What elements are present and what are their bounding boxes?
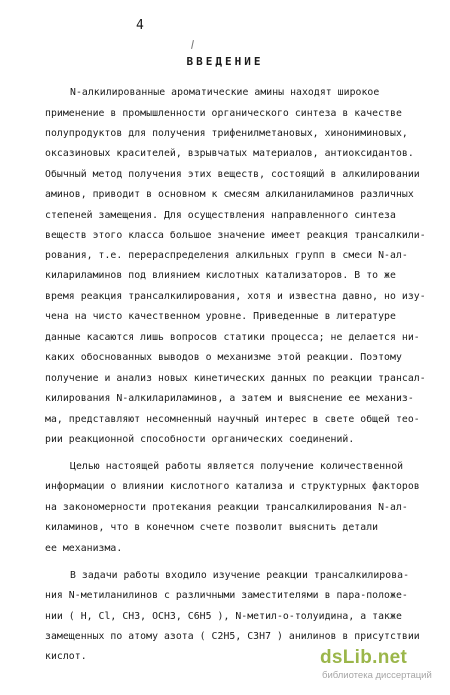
text-line: кислот. bbox=[45, 651, 87, 662]
text-line: веществ этого класса большое значение имеет реакция трансалкили- bbox=[45, 230, 426, 241]
text-line: рии реакционной способности органических соединений. bbox=[45, 434, 355, 445]
watermark-brand: dsLib.net bbox=[320, 647, 408, 668]
page-number: 4 bbox=[136, 18, 144, 33]
text-line: килирования N-алкилариламинов, а затем и выяснение ее механиз- bbox=[45, 393, 414, 404]
text-line: ма, представляют несомненный научный интерес в свете общей тео- bbox=[45, 414, 420, 425]
text-line: применение в промышленности органического синтеза в качестве bbox=[45, 108, 402, 119]
text-line: замещенных по атому азота ( С2Н5, С3Н7 ) анилинов в присутствии bbox=[45, 631, 420, 642]
text-line: ния N-метиланилинов с различными заместителями в пара-положе- bbox=[45, 590, 408, 601]
text-line: оксазиновых красителей, взрывчатых материалов, антиоксидантов. bbox=[45, 148, 414, 159]
text-line: киламинов, что в конечном счете позволит выяснить детали bbox=[45, 522, 379, 533]
text-line: В задачи работы входило изучение реакции трансалкилирова- bbox=[70, 570, 410, 581]
text-line: Обычный метод получения этих веществ, состоящий в алкилировании bbox=[45, 169, 420, 180]
text-line: Целью настоящей работы является получение количественной bbox=[70, 461, 404, 472]
text-line: каких обоснованных выводов о механизме этой реакции. Поэтому bbox=[45, 352, 402, 363]
text-line: N-алкилированные ароматические амины находят широкое bbox=[70, 87, 380, 98]
text-line: полупродуктов для получения трифенилметановых, хинониминовых, bbox=[45, 128, 408, 139]
text-line: чена на чисто качественном уровне. Приведенные в литературе bbox=[45, 311, 396, 322]
section-title: ВВЕДЕНИЕ bbox=[186, 55, 264, 68]
text-line: нии ( Н, Сl, СН3, ОСН3, С6Н5 ), N-метил-о-толуидина, а также bbox=[45, 611, 402, 622]
text-line: рования, т.е. перераспределения алкильных групп в смеси N-ал- bbox=[45, 250, 408, 261]
dslib-watermark[interactable] bbox=[320, 645, 438, 687]
text-line: ее механизма. bbox=[45, 543, 123, 554]
watermark-subtitle: библиотека диссертаций bbox=[322, 670, 432, 681]
text-line: получение и анализ новых кинетических данных по реакции трансал- bbox=[45, 373, 426, 384]
text-line: время реакция трансалкилирования, хотя и известна давно, но изу- bbox=[45, 291, 426, 302]
pencil-mark bbox=[191, 40, 194, 49]
text-line: аминов, приводит в основном к смесям алкиланиламинов различных bbox=[45, 189, 414, 200]
text-line: информации о влиянии кислотного катализа и структурных факторов bbox=[45, 481, 420, 492]
text-line: степеней замещения. Для осуществления направленного синтеза bbox=[45, 210, 396, 221]
text-line: данные касаются лишь вопросов статики процесса; не делается ни- bbox=[45, 332, 420, 343]
text-line: килариламинов под влиянием кислотных катализаторов. В то же bbox=[45, 270, 396, 281]
text-line: на закономерности протекания реакции трансалкилирования N-ал- bbox=[45, 502, 408, 513]
